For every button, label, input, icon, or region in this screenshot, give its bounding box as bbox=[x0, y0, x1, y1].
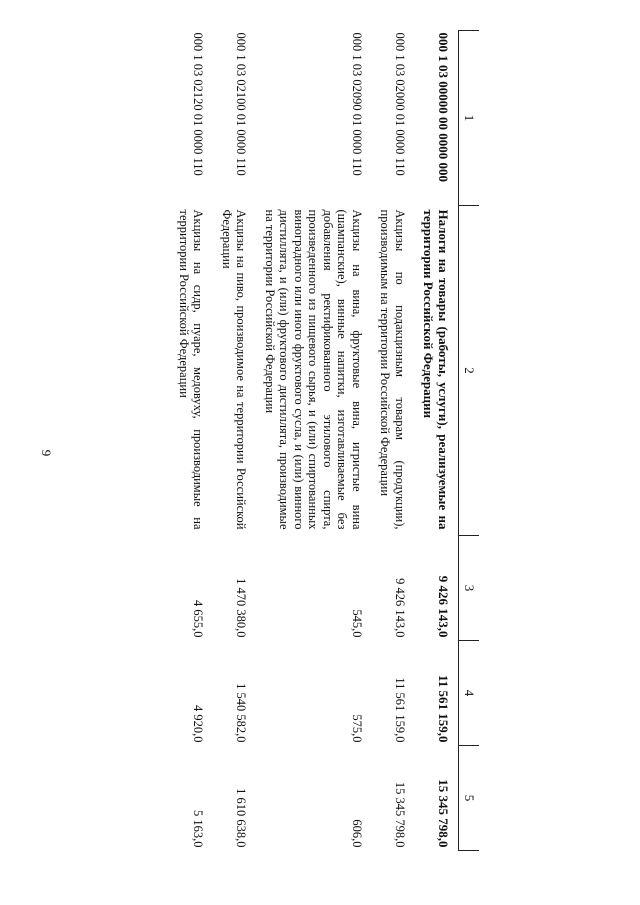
amount-year-1: 9 426 143,0 bbox=[393, 578, 407, 638]
income-name: Акцизы по подакцизным товарам (продукции), производимым на территории Российской Федерации bbox=[378, 209, 407, 530]
amount-year-2: 11 561 159,0 bbox=[436, 674, 451, 743]
income-name: Акцизы на пиво, производимое на территории Российской Федерации bbox=[220, 209, 249, 530]
table-row bbox=[171, 31, 214, 851]
income-name: Акцизы на сидр, пуаре, медовуху, производимые на территории Российской Федерации bbox=[177, 209, 206, 530]
budget-code: 000 1 03 00000 00 0000 000 bbox=[436, 32, 451, 182]
amount-year-2: 11 561 159,0 bbox=[393, 677, 407, 743]
table-row bbox=[214, 31, 257, 851]
amount-year-1: 9 426 143,0 bbox=[436, 575, 451, 638]
amount-year-1: 545,0 bbox=[350, 609, 364, 638]
budget-code: 000 1 03 02000 01 0000 110 bbox=[393, 32, 407, 176]
amount-year-3: 5 163,0 bbox=[191, 810, 206, 848]
amount-year-3: 15 345 798,0 bbox=[393, 781, 407, 848]
amount-year-2: 4 920,0 bbox=[191, 705, 206, 743]
amount-year-1: 4 655,0 bbox=[191, 600, 206, 638]
table-row bbox=[257, 31, 373, 851]
page-number: 9 bbox=[39, 449, 54, 457]
column-number-4: 4 bbox=[459, 641, 480, 746]
column-number-row bbox=[459, 31, 480, 851]
amount-year-3: 1 610 638,0 bbox=[234, 788, 249, 848]
column-number-5: 5 bbox=[459, 746, 480, 851]
rotated-document bbox=[79, 30, 479, 850]
amount-year-2: 1 540 582,0 bbox=[234, 683, 249, 743]
table-row bbox=[372, 31, 415, 851]
table-row bbox=[415, 31, 459, 851]
column-number-1: 1 bbox=[459, 31, 480, 206]
amount-year-3: 606,0 bbox=[350, 819, 364, 848]
budget-code: 000 1 03 02090 01 0000 110 bbox=[350, 32, 364, 176]
amount-year-1: 1 470 380,0 bbox=[234, 578, 249, 638]
income-name: Налоги на товары (работы, услуги), реализуемые на территории Российской Федерации bbox=[421, 209, 451, 530]
income-name: Акцизы на вина, фруктовые вина, игристые вина (шампанские), винные напитки, изготавливаемые без добавления ректификованного этилового спирта, произведенного из пищевого сырья, и (или) спиртованных виноградного или иного фруктового сусла, и (или) винного дистиллята, и (или) фруктового дистиллята, производимые на территории Российской Федерации bbox=[263, 209, 364, 530]
budget-code: 000 1 03 02120 01 0000 110 bbox=[191, 32, 206, 176]
column-number-2: 2 bbox=[459, 206, 480, 536]
amount-year-2: 575,0 bbox=[350, 714, 364, 743]
budget-table bbox=[171, 30, 480, 851]
budget-code: 000 1 03 02100 01 0000 110 bbox=[234, 32, 249, 176]
amount-year-3: 15 345 798,0 bbox=[436, 779, 451, 848]
column-number-3: 3 bbox=[459, 536, 480, 641]
